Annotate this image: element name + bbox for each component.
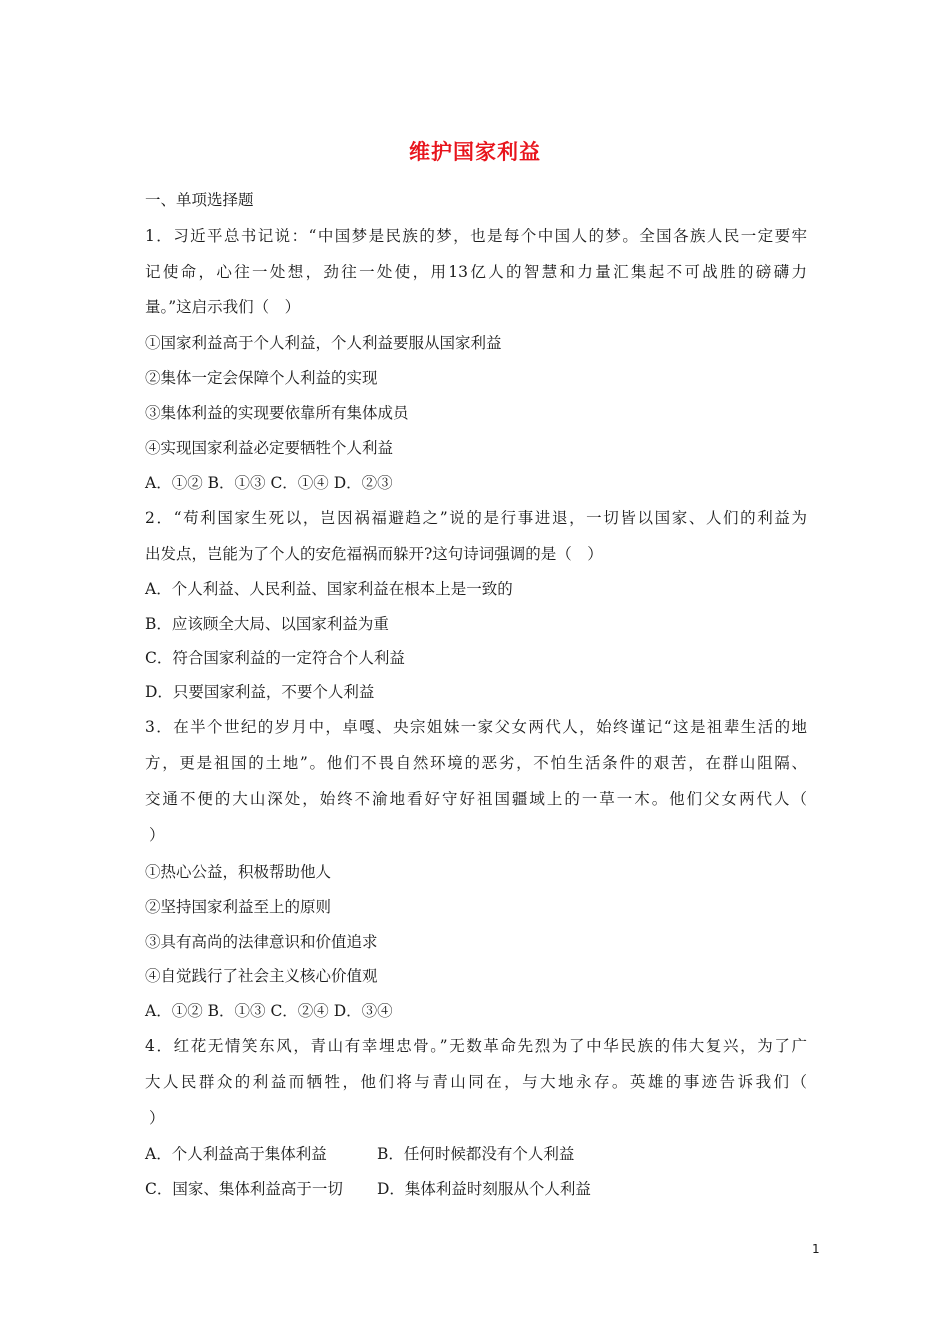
q2-stem-line: 出发点，岂能为了个人的安危福祸而躲开?这句诗词强调的是（ ） <box>145 545 603 563</box>
q4-options-row <box>145 1144 574 1164</box>
q3-item: ④自觉践行了社会主义核心价值观 <box>145 967 378 985</box>
q4-option-d: D．集体利益时刻服从个人利益 <box>377 1180 591 1198</box>
q3-item: ③具有高尚的法律意识和价值追求 <box>145 933 378 951</box>
q3-stem-line: 3．在半个世纪的岁月中，卓嘎、央宗姐妹一家父女两代人，始终谨记“这是祖辈生活的地 <box>145 718 807 736</box>
q4-stem-line: ） <box>149 1109 165 1127</box>
q1-stem-line: 记使命，心往一处想，劲往一处使，用13亿人的智慧和力量汇集起不可战胜的磅礴力 <box>145 263 807 281</box>
q4-option-a: A．个人利益高于集体利益 <box>145 1145 327 1163</box>
q1-options: A．①② B．①③ C．①④ D．②③ <box>145 474 393 492</box>
q3-stem-line: ） <box>149 826 165 844</box>
q4-option-b: B．任何时候都没有个人利益 <box>377 1145 575 1163</box>
q3-item: ②坚持国家利益至上的原则 <box>145 898 332 916</box>
q1-item: ③集体利益的实现要依靠所有集体成员 <box>145 404 409 422</box>
q3-stem-line: 方，更是祖国的土地”。他们不畏自然环境的恶劣，不怕生活条件的艰苦，在群山阻隔、 <box>145 754 807 772</box>
page-number: 1 <box>812 1242 820 1256</box>
q2-option: B．应该顾全大局、以国家利益为重 <box>145 615 389 633</box>
section-heading: 一、单项选择题 <box>145 191 254 209</box>
q4-stem-line: 大人民群众的利益而牺牲，他们将与青山同在，与大地永存。英雄的事迹告诉我们（ <box>145 1073 807 1091</box>
q1-item: ④实现国家利益必定要牺牲个人利益 <box>145 439 394 457</box>
q3-stem-line: 交通不便的大山深处，始终不渝地看好守好祖国疆域上的一草一木。他们父女两代人（ <box>145 790 807 808</box>
q3-item: ①热心公益，积极帮助他人 <box>145 863 332 881</box>
q1-item: ①国家利益高于个人利益，个人利益要服从国家利益 <box>145 334 502 352</box>
q2-option: A．个人利益、人民利益、国家利益在根本上是一致的 <box>145 580 513 598</box>
q1-stem-line: 量。”这启示我们（ ） <box>145 298 301 316</box>
q4-options-row <box>145 1179 591 1199</box>
q1-stem-line: 1．习近平总书记说：“中国梦是民族的梦，也是每个中国人的梦。全国各族人民一定要牢 <box>145 227 807 245</box>
q1-item: ②集体一定会保障个人利益的实现 <box>145 369 378 387</box>
q2-stem-line: 2．“苟利国家生死以，岂因祸福避趋之”说的是行事进退，一切皆以国家、人们的利益为 <box>145 509 807 527</box>
q4-stem-line: 4．红花无情笑东风，青山有幸埋忠骨。”无数革命先烈为了中华民族的伟大复兴，为了广 <box>145 1037 807 1055</box>
page-title: 维护国家利益 <box>409 140 541 164</box>
q2-option: D．只要国家利益，不要个人利益 <box>145 683 375 701</box>
q4-option-c: C．国家、集体利益高于一切 <box>145 1180 343 1198</box>
q2-option: C．符合国家利益的一定符合个人利益 <box>145 649 405 667</box>
q3-options: A．①② B．①③ C．②④ D．③④ <box>145 1002 393 1020</box>
